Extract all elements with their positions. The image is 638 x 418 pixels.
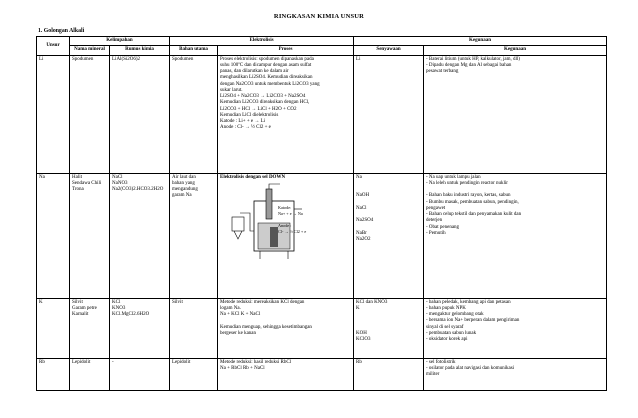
- cell-line: - mengaktur gelombang otak: [426, 312, 484, 317]
- cell-line: militer: [426, 372, 440, 377]
- cell-line: Na2SO4: [356, 218, 374, 224]
- cell-unsur: Na: [37, 173, 70, 298]
- cell-line: Sendawa Chili: [72, 180, 102, 186]
- cell-line: - pembuatan sabun lunak: [426, 330, 477, 336]
- cell-line: - Dipadu dengan Mg dan Al sebagai bahan: [426, 62, 512, 68]
- cell-senyawa: [354, 358, 424, 390]
- cell-line: - oksidator korek api: [426, 337, 468, 342]
- header-kelimpahan: Kelimpahan: [70, 37, 170, 46]
- cell-line: Li2SO4 + Na2CO3 → Li2CO3 + Na2SO4: [220, 94, 306, 99]
- cell-line: Na: [356, 174, 362, 180]
- cell-line: Na + KCl K + NaCl: [220, 312, 261, 317]
- diagram-label: Katode:: [278, 204, 292, 210]
- cell-line: Li: [356, 56, 361, 62]
- alkali-table: [36, 36, 607, 391]
- cell-line: bahan yang: [172, 180, 195, 186]
- cell-rumus: [110, 298, 170, 358]
- cell-line: NaOH: [356, 193, 370, 199]
- cell-line: Rb: [356, 359, 362, 365]
- header-bahan-utama: Bahan utama: [170, 46, 218, 55]
- down-cell-icon: [220, 183, 310, 263]
- cell-line: Lepidolit: [72, 359, 91, 365]
- table-row: [37, 358, 607, 390]
- cell-line: Karnalit: [72, 312, 89, 317]
- cell-line: KClO3: [356, 337, 371, 342]
- cell-line: Kemudian LiCl dielektrolisis: [220, 112, 279, 118]
- cell-line: Silvit: [172, 299, 183, 305]
- cell-mineral: [70, 55, 110, 173]
- header-row-1: [37, 37, 607, 46]
- cell-proses: [218, 55, 354, 173]
- header-rumus-kimia: Rumus kimia: [110, 46, 170, 55]
- cell-line: sinyal di sel syaraf: [426, 324, 464, 330]
- cell-line: bergeser ke kanan: [220, 330, 257, 336]
- cell-bahan: [170, 358, 218, 390]
- cell-kegunaan: [424, 173, 607, 298]
- cell-line: NaNO3: [112, 180, 128, 186]
- header-kegunaan: Kegunaan: [354, 37, 607, 46]
- cell-line: Trona: [72, 187, 84, 192]
- header-unsur: Unsur: [37, 37, 70, 56]
- cell-line: KNO3: [112, 305, 126, 311]
- header-nama-mineral: Nama mineral: [70, 46, 110, 55]
- cell-senyawa: [354, 298, 424, 358]
- down-cell-diagram: [220, 183, 310, 263]
- cell-line: Garam petre: [72, 305, 97, 311]
- header-proses: Proses: [218, 46, 354, 55]
- section-heading: 1. Golongan Alkali: [38, 28, 85, 34]
- cell-proses: [218, 173, 354, 298]
- proses-title: Elektrolisis dengan sel DOWN: [220, 174, 286, 180]
- table-row: [37, 173, 607, 298]
- cell-line: Silvit: [72, 299, 83, 305]
- cell-line: Spodumen: [172, 56, 194, 62]
- cell-kegunaan: [424, 358, 607, 390]
- header-elektrolisis: Elektrolisis: [170, 37, 354, 46]
- cell-line: - Na leleh untuk pendingin reactor nuklir: [426, 180, 508, 186]
- cell-bahan: [170, 298, 218, 358]
- cell-line: Kemudian menguap, sehingga kesetimbangan: [220, 324, 312, 330]
- cell-line: NaCl: [356, 205, 367, 211]
- cell-line: - bahan pupuk NPK: [426, 305, 466, 311]
- cell-line: - osilator pada alat navigasi dan komunikasi: [426, 365, 515, 371]
- cell-line: LiAl(Si2O6)2: [112, 56, 141, 62]
- cell-line: Air laut dan: [172, 174, 196, 180]
- cell-kegunaan: [424, 55, 607, 173]
- diagram-label: Anode :: [278, 222, 292, 228]
- cell-rumus: [110, 55, 170, 173]
- cell-line: - sel fotolistrik: [426, 359, 456, 365]
- cell-line: - Obat penenang: [426, 224, 460, 230]
- cell-line: logam Na.: [220, 305, 241, 311]
- cell-line: pengawet: [426, 205, 446, 211]
- cell-line: -: [112, 359, 114, 365]
- cell-mineral: [70, 173, 110, 298]
- cell-unsur: Rb: [37, 358, 70, 390]
- cell-mineral: [70, 298, 110, 358]
- cell-line: Na2(CO3)2.HCO3.2H2O: [112, 187, 164, 192]
- cell-line: Li2CO3 + HCl → LiCl + H2O + CO2: [220, 106, 297, 112]
- cell-line: deterjen: [426, 218, 443, 224]
- cell-line: Lepidolit: [172, 359, 191, 365]
- cell-line: Na2O2: [356, 237, 371, 242]
- cell-line: Proses elektrolisis: spodumen dipanaskan pada: [220, 56, 314, 62]
- cell-line: mengandung: [172, 187, 198, 192]
- cell-line: NaBr: [356, 230, 367, 236]
- cell-rumus: [110, 358, 170, 390]
- cell-line: K: [356, 305, 360, 311]
- diagram-label: Na+ + e → Na: [278, 210, 303, 216]
- cell-line: NaCl: [112, 174, 123, 180]
- document-title: RINGKASAN KIMIA UNSUR: [273, 13, 365, 20]
- cell-proses: [218, 358, 354, 390]
- cell-line: sukar larut.: [220, 87, 243, 93]
- cell-line: - bahan peledak, kembang api dan petasan: [426, 299, 511, 305]
- cell-unsur: Li: [37, 55, 70, 173]
- cell-kegunaan: [424, 298, 607, 358]
- cell-bahan: [170, 173, 218, 298]
- cell-line: Spodumen: [72, 56, 94, 62]
- cell-line: KCl.MgCl2.6H2O: [112, 312, 150, 317]
- cell-line: - Bumbu masak, pembuatan sabun, pendingin,: [426, 199, 519, 205]
- cell-bahan: [170, 55, 218, 173]
- cell-line: - Bahan baku industri rayon, kertas, sabun: [426, 193, 511, 199]
- cell-line: Metode reduksi: mereaksikan KCl dengan: [220, 299, 305, 305]
- header-row-2: [37, 46, 607, 55]
- cell-line: - bersama ion Na+ berperan dalam pengiriman: [426, 318, 520, 324]
- cell-senyawa: [354, 173, 424, 298]
- cell-line: Anode : Cl- → ½ Cl2 + e: [220, 125, 271, 131]
- cell-line: garam Na: [172, 193, 192, 199]
- cell-line: - Na uap untuk lampu jalan: [426, 174, 481, 180]
- cell-line: Katode : Li+ + e → Li: [220, 119, 266, 124]
- cell-line: Halit: [72, 174, 82, 180]
- cell-mineral: [70, 358, 110, 390]
- cell-line: pesawat terbang: [426, 69, 459, 74]
- cell-line: suhu 100ºC dan dicampur dengan asam sulfat: [220, 62, 312, 68]
- header-senyawaan: Senyawaan: [354, 46, 424, 55]
- cell-proses: [218, 298, 354, 358]
- cell-line: panas, dan dilarutkan ke dalam air: [220, 69, 289, 74]
- table-row: [37, 298, 607, 358]
- header-kegunaan-sub: Kegunaan: [424, 46, 607, 55]
- cell-line: KOH: [356, 330, 367, 336]
- cell-line: - Baterai litium (untuk HP, kalkulator, jam, dll): [426, 56, 520, 62]
- table-row: [37, 55, 607, 173]
- cell-line: dengan Na2CO3 untuk membentuk Li2CO3 yang: [220, 81, 320, 87]
- cell-line: Na + RbCl Rb + NaCl: [220, 365, 265, 371]
- cell-line: Kemudian Li2CO3 direaksikan dengan HCl,: [220, 100, 310, 106]
- cell-line: - Bahan celup tekstil dan penyamakan kulit dan: [426, 212, 522, 217]
- cell-line: menghasilkan Li2SO4. Kemudian direaksikan: [220, 75, 313, 81]
- cell-line: Metode reduksi: hasil reduksi RbCl: [220, 359, 292, 365]
- cell-rumus: [110, 173, 170, 298]
- cell-senyawa: [354, 55, 424, 173]
- cell-line: - Pemutih: [426, 230, 446, 236]
- cell-line: KCl: [112, 299, 121, 305]
- cell-line: KCl dan KNO3: [356, 299, 388, 305]
- diagram-label: Cl- → ½ Cl2 + e: [278, 228, 307, 234]
- cell-unsur: K: [37, 298, 70, 358]
